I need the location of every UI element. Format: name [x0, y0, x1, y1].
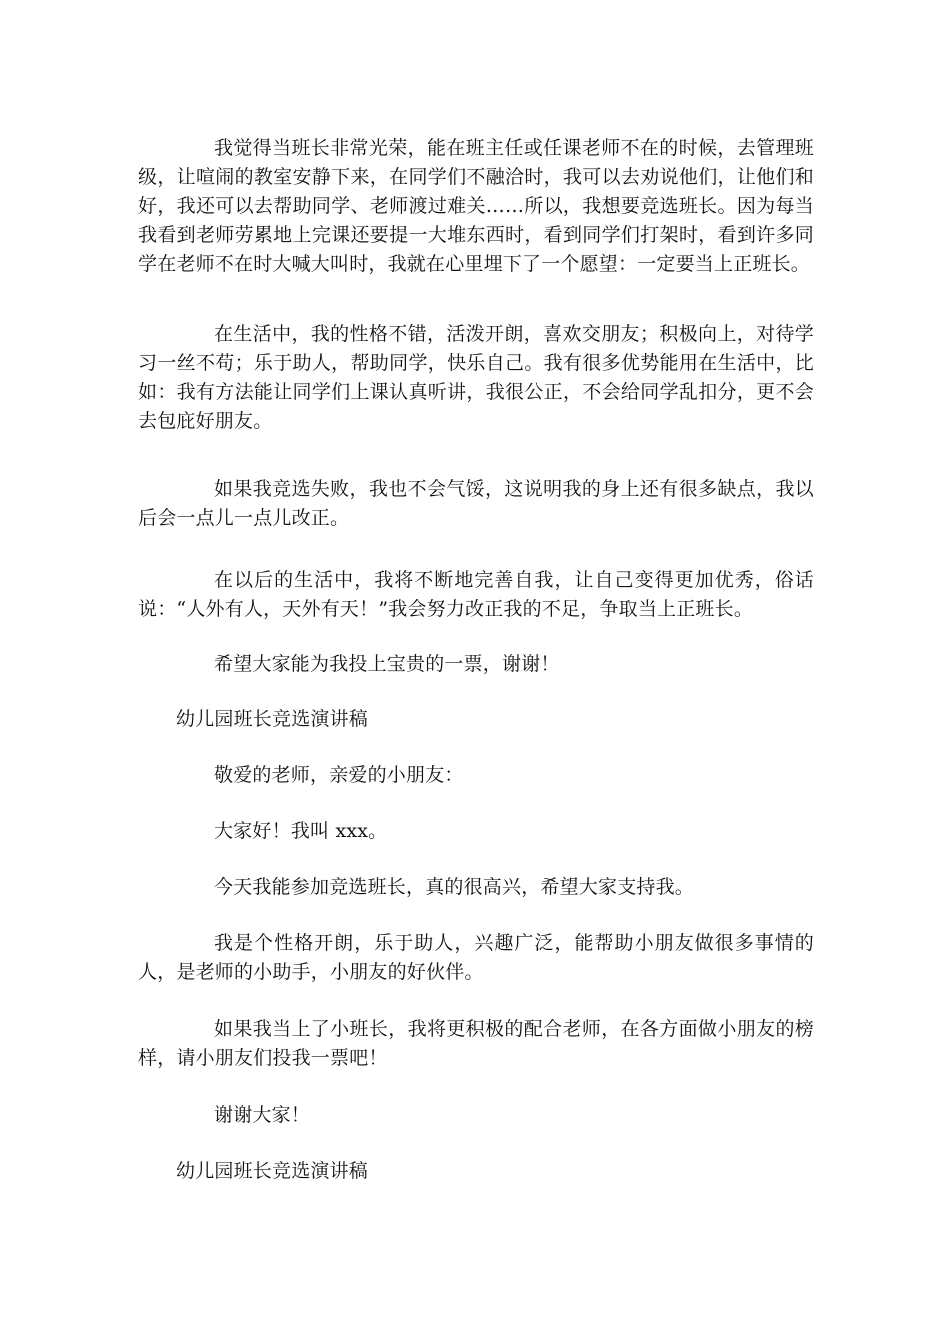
paragraph-greeting: 敬爱的老师，亲爱的小朋友：: [214, 764, 464, 786]
paragraph-hello: 大家好！我叫 xxx。: [214, 820, 388, 842]
paragraph-personality: 在生活中，我的性格不错，活泼开朗，喜欢交朋友；积极向上，对待学习一丝不苟；乐于助人，帮助同学，快乐自己。我有很多优势能用在生活中，比如：我有方法能让同学们上课认真听讲，我很公正，不会给同学乱扣分，更不会去包庇好朋友。: [138, 323, 814, 432]
paragraph-about-me: 我是个性格开朗，乐于助人，兴趣广泛，能帮助小朋友做很多事情的人，是老师的小助手，小朋友的好伙伴。: [138, 932, 814, 983]
paragraph-vote-request: 希望大家能为我投上宝贵的一票，谢谢！: [214, 653, 560, 675]
paragraph-thanks: 谢谢大家！: [214, 1104, 311, 1126]
paragraph-future: 在以后的生活中，我将不断地完善自我，让自己变得更加优秀，俗话说：“人外有人，天外有天！”我会努力改正我的不足，争取当上正班长。: [138, 569, 814, 620]
paragraph-happy: 今天我能参加竞选班长，真的很高兴，希望大家支持我。: [214, 876, 695, 898]
section-title-repeat: 幼儿园班长竞选演讲稿: [176, 1160, 369, 1182]
paragraph-if-fail: 如果我竞选失败，我也不会气馁，这说明我的身上还有很多缺点，我以后会一点儿一点儿改正。: [138, 478, 814, 529]
paragraph-why-monitor: 我觉得当班长非常光荣，能在班主任或任课老师不在的时候，去管理班级，让喧闹的教室安静下来，在同学们不融洽时，我可以去劝说他们，让他们和好，我还可以去帮助同学、老师渡过难关……所以，我想要竞选班长。因为每当我看到老师劳累地上完课还要提一大堆东西时，看到同学们打架时，看到许多同学在老师不在时大喊大叫时，我就在心里埋下了一个愿望：一定要当上正班长。: [138, 137, 814, 275]
paragraph-promise: 如果我当上了小班长，我将更积极的配合老师，在各方面做小朋友的榜样，请小朋友们投我一票吧！: [138, 1018, 814, 1069]
section-title: 幼儿园班长竞选演讲稿: [176, 708, 369, 730]
